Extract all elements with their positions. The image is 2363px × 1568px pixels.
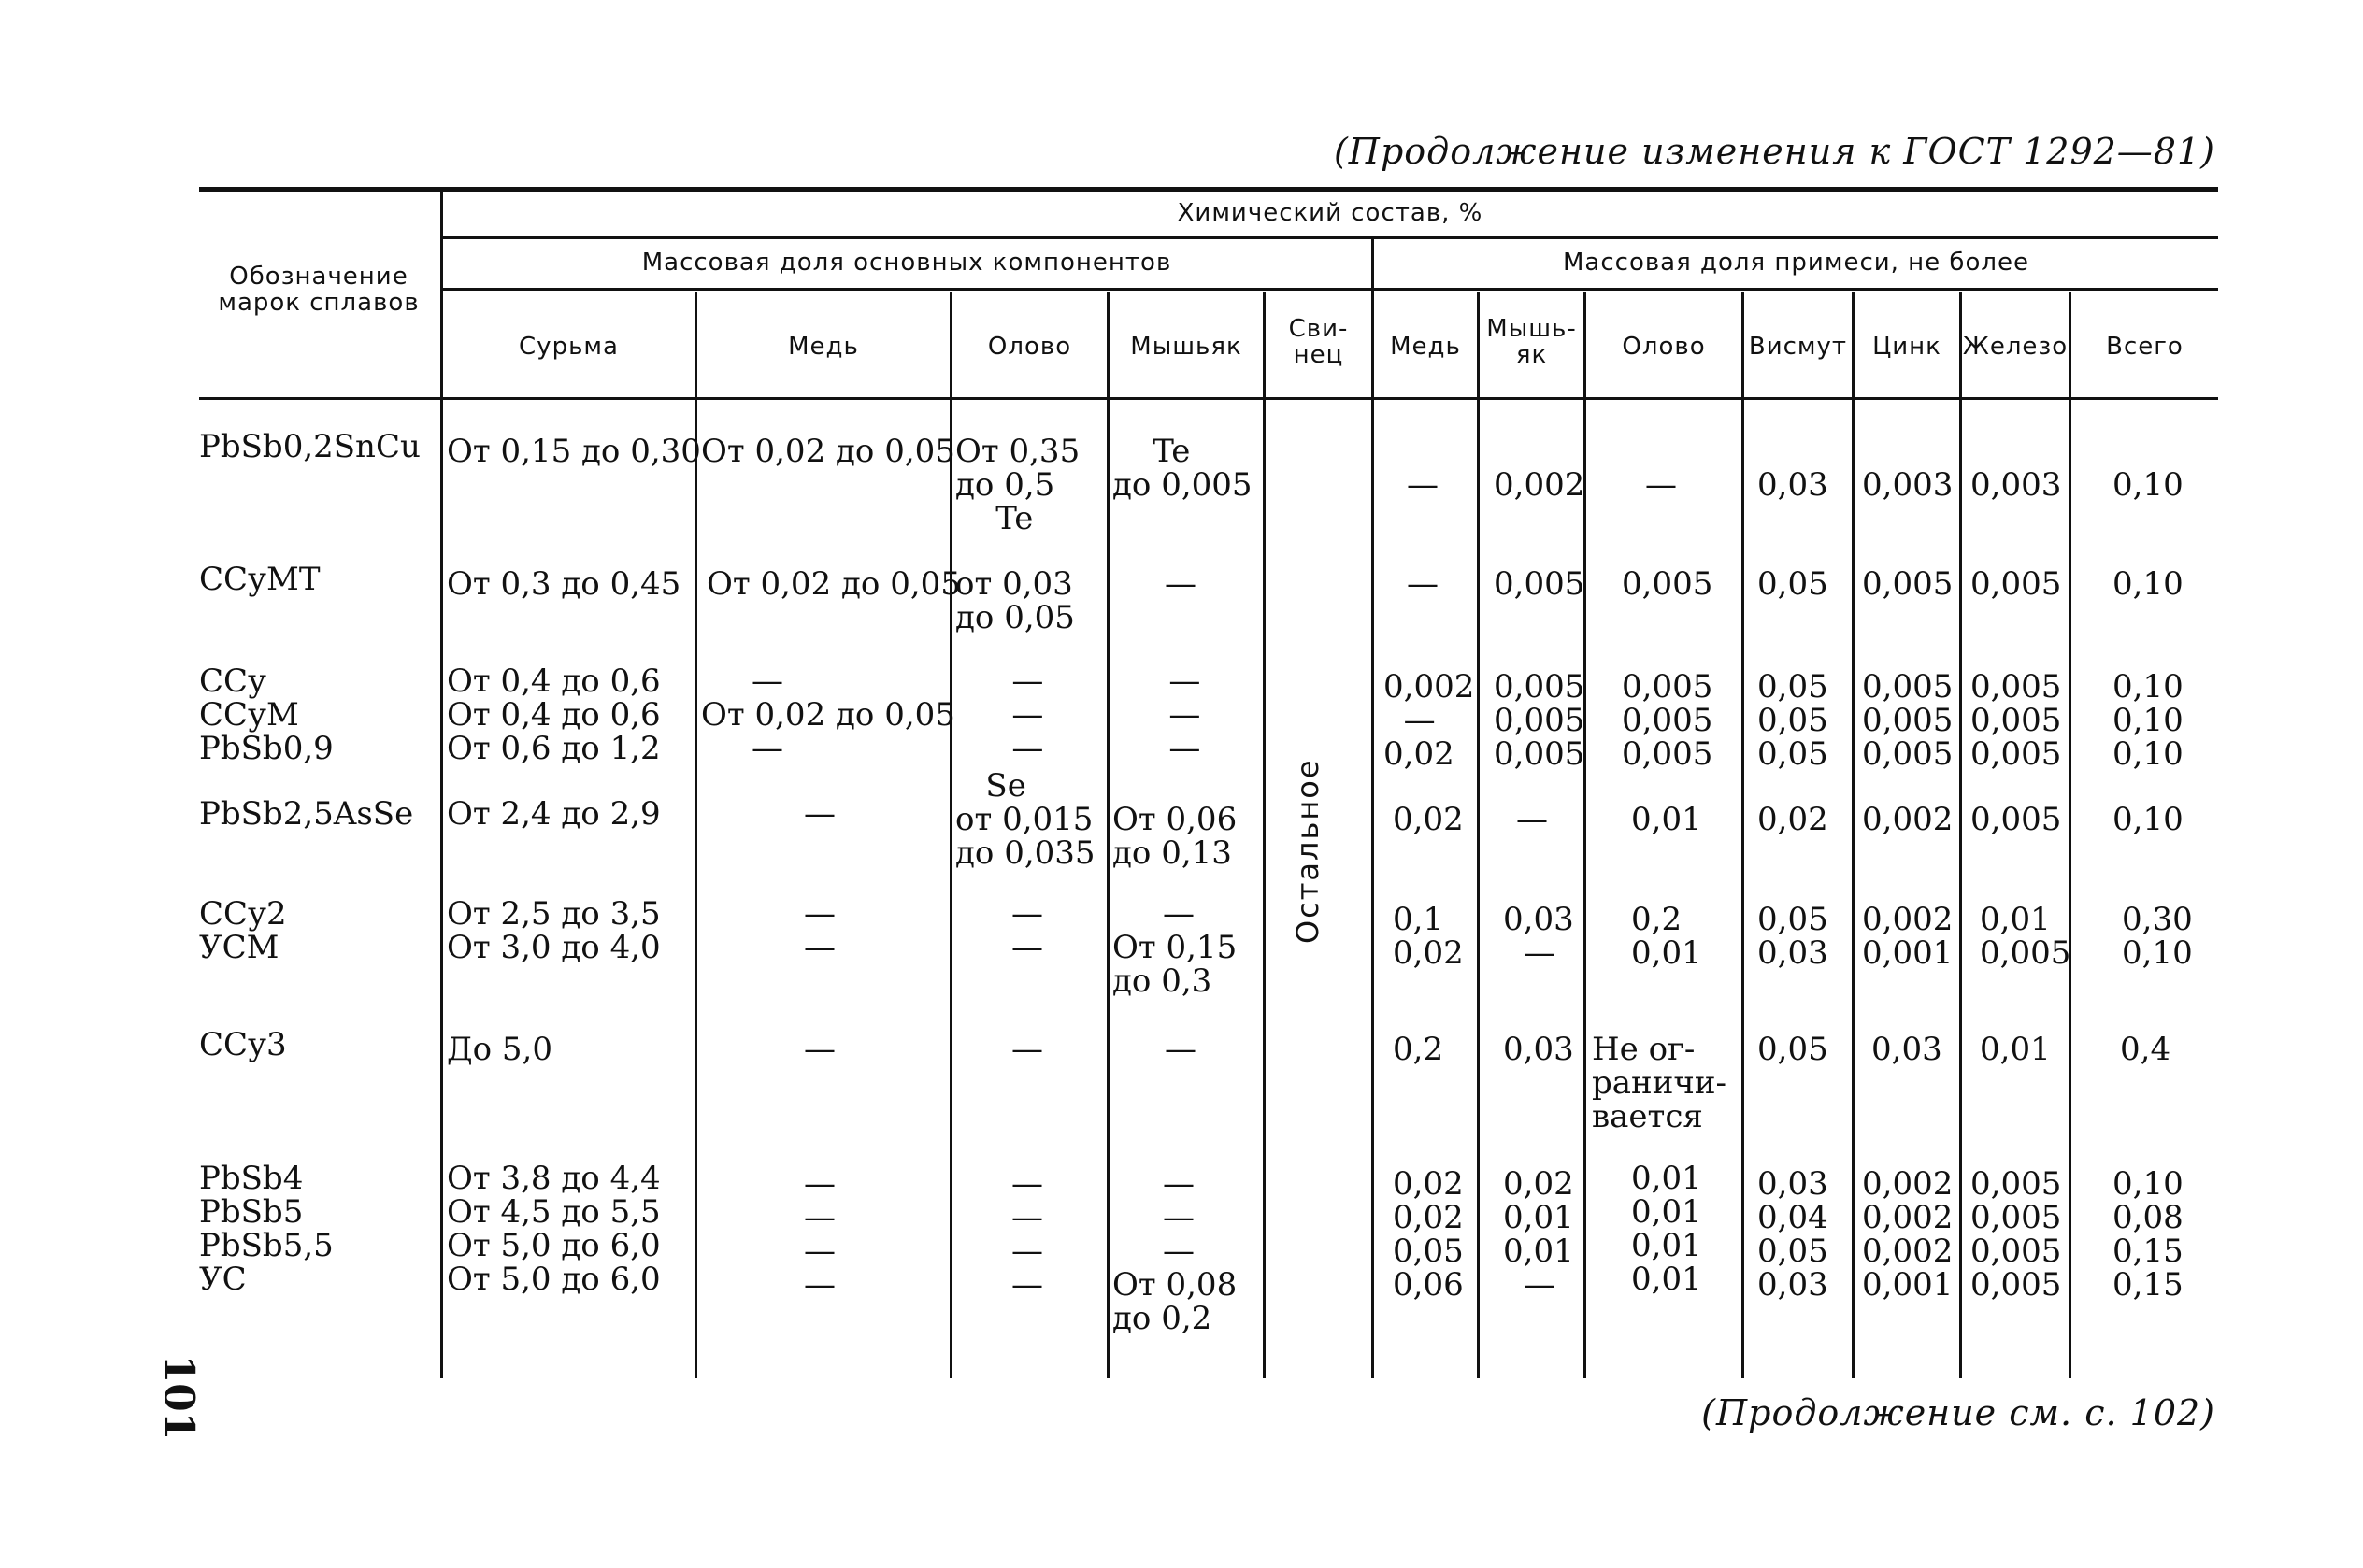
arsenic-cell: — xyxy=(1165,1031,1196,1068)
imp-arsenic-cell: 0,03 — xyxy=(1503,901,1574,972)
tin-cell: от 0,03 до 0,05 xyxy=(955,565,1075,636)
grade-cell: ССуМТ xyxy=(199,561,321,598)
imp-bismuth-cell: 0,03 0,04 0,05 0,03 xyxy=(1757,1165,1828,1304)
running-header: (Продолжение изменения к ГОСТ 1292—81) xyxy=(1333,131,2215,172)
tin-cell: — xyxy=(1011,1031,1043,1068)
imp-iron-cell: 0,005 0,005 0,005 0,005 xyxy=(1970,1165,2062,1304)
imp-iron-cell: 0,003 xyxy=(1970,466,2062,504)
tin-cell: — — — xyxy=(1011,663,1044,767)
antimony-cell: От 2,4 до 2,9 xyxy=(447,795,661,833)
imp-total-cell: 0,10 0,10 0,10 xyxy=(2112,668,2184,773)
imp-total-cell: 0,10 0,08 0,15 0,15 xyxy=(2112,1165,2184,1304)
grade-cell: ССу ССуМ PbSb0,9 xyxy=(199,663,334,767)
col-divider xyxy=(1477,292,1480,1378)
imp-zinc-cell: 0,005 xyxy=(1862,565,1954,603)
imp-copper-cell: 0,02 xyxy=(1393,801,1464,838)
imp-arsenic-cell: 0,005 xyxy=(1494,565,1585,603)
col-divider xyxy=(1852,292,1855,1378)
antimony-cell: От 0,3 до 0,45 xyxy=(447,565,681,603)
imp-iron-cell: 0,005 xyxy=(1970,801,2062,838)
col-header-imp-arsenic: Мышь- як xyxy=(1486,315,1577,369)
imp-copper-cell: 0,002 — 0,02 xyxy=(1383,668,1475,773)
col-header-antimony: Сурьма xyxy=(519,333,619,361)
tin-cell: — — — — xyxy=(1011,1165,1043,1304)
antimony-cell: До 5,0 xyxy=(447,1031,552,1068)
col-divider xyxy=(1107,292,1110,1378)
continuation-note: (Продолжение см. с. 102) xyxy=(1701,1392,2215,1433)
grade-cell: ССу2 УСМ xyxy=(199,895,287,966)
imp-zinc-cell: 0,002 0,002 0,002 0,001 xyxy=(1862,1165,1954,1304)
col-header-arsenic: Мышьяк xyxy=(1130,333,1242,361)
tin-cell: — — xyxy=(1011,895,1043,966)
arsenic-cell: — — — xyxy=(1168,663,1201,767)
imp-iron-cell: 0,01 0,005 xyxy=(1980,901,2071,972)
imp-tin-cell: — xyxy=(1645,466,1677,504)
imp-arsenic-cell: 0,02 0,01 0,01 — xyxy=(1503,1165,1574,1304)
col-header-chem: Химический состав, % xyxy=(1177,199,1483,227)
col-divider xyxy=(1741,292,1744,1378)
imp-tin-cell: 0,005 xyxy=(1622,565,1713,603)
imp-iron-cell: 0,005 0,005 0,005 xyxy=(1970,668,2062,773)
tin-cell: От 0,35 до 0,5 Te xyxy=(955,433,1081,537)
grade-cell: ССу3 xyxy=(199,1026,287,1063)
arsenic-cell: — — — От 0,08 до 0,2 xyxy=(1112,1165,1238,1337)
antimony-cell: От 0,15 до 0,30 xyxy=(447,433,701,470)
col-header-imp-iron: Железо xyxy=(1962,333,2069,361)
grade-cell: PbSb2,5AsSe xyxy=(199,795,414,833)
col-divider xyxy=(1583,292,1586,1378)
lead-balance-label: Остальное xyxy=(1290,758,1325,944)
imp-total-cell: 0,10 xyxy=(2112,466,2184,504)
arsenic-cell: — От 0,15 до 0,3 xyxy=(1112,895,1238,1000)
arsenic-cell: Te до 0,005 xyxy=(1112,433,1253,504)
imp-zinc-cell: 0,002 0,001 xyxy=(1862,901,1954,972)
imp-iron-cell: 0,01 xyxy=(1980,1031,2051,1068)
imp-bismuth-cell: 0,05 0,03 xyxy=(1757,901,1828,972)
copper-cell: — — — — xyxy=(804,1165,836,1304)
col-header-main-group: Массовая доля основных компонентов xyxy=(641,249,1172,277)
imp-arsenic-cell: 0,002 xyxy=(1494,466,1585,504)
imp-tin-cell: 0,01 0,01 0,01 0,01 xyxy=(1631,1160,1702,1298)
copper-cell: — — xyxy=(804,895,836,966)
col-header-copper: Медь xyxy=(788,333,859,361)
grade-cell: PbSb4 PbSb5 PbSb5,5 УС xyxy=(199,1160,334,1298)
arsenic-cell: От 0,06 до 0,13 xyxy=(1112,801,1238,872)
col-divider xyxy=(1959,292,1962,1378)
header-bottom-rule xyxy=(199,397,2218,400)
antimony-cell: От 0,4 до 0,6 От 0,4 до 0,6 От 0,6 до 1,2 xyxy=(447,663,661,767)
imp-copper-cell: 0,02 0,02 0,05 0,06 xyxy=(1393,1165,1464,1304)
col-divider xyxy=(2069,292,2071,1378)
col-header-impurity-group: Массовая доля примеси, не более xyxy=(1563,249,2029,277)
imp-zinc-cell: 0,005 0,005 0,005 xyxy=(1862,668,1954,773)
page-number: 101 xyxy=(154,1354,203,1441)
imp-tin-cell: Не ог- раничи- вается xyxy=(1592,1031,1726,1135)
copper-cell: От 0,02 до 0,05 xyxy=(707,565,961,603)
col-header-imp-copper: Медь xyxy=(1390,333,1461,361)
tin-cell: Se от 0,015 до 0,035 xyxy=(955,767,1096,872)
col-header-tin: Олово xyxy=(987,333,1072,361)
arsenic-cell: — xyxy=(1165,565,1196,603)
col-header-imp-tin: Олово xyxy=(1622,333,1706,361)
imp-zinc-cell: 0,003 xyxy=(1862,466,1954,504)
imp-tin-cell: 0,2 0,01 xyxy=(1631,901,1702,972)
imp-bismuth-cell: 0,02 xyxy=(1757,801,1828,838)
copper-cell: — От 0,02 до 0,05 — xyxy=(701,663,955,767)
imp-total-cell: 0,10 xyxy=(2112,565,2184,603)
table-top-rule xyxy=(199,187,2218,192)
imp-bismuth-cell: 0,05 0,05 0,05 xyxy=(1757,668,1828,773)
imp-bismuth-cell: 0,05 xyxy=(1757,1031,1828,1068)
imp-arsenic-cell: 0,005 0,005 0,005 xyxy=(1494,668,1585,773)
col-header-imp-bismuth: Висмут xyxy=(1748,333,1848,361)
copper-cell: — xyxy=(804,795,836,833)
imp-arsenic-cell: — xyxy=(1516,801,1548,838)
antimony-cell: От 3,8 до 4,4 От 4,5 до 5,5 От 5,0 до 6,0 От 5,0 до 6,0 xyxy=(447,1160,661,1298)
imp-bismuth-cell: 0,03 xyxy=(1757,466,1828,504)
col-divider xyxy=(440,192,443,1378)
col-header-designation: Обозначение марок сплавов xyxy=(218,263,420,317)
col-divider xyxy=(1371,239,1374,1378)
rule-group xyxy=(442,288,2218,291)
imp-arsenic-cell: 0,03 xyxy=(1503,1031,1574,1068)
rule-chem xyxy=(442,236,2218,239)
imp-copper-cell: — xyxy=(1407,565,1439,603)
imp-copper-cell: — xyxy=(1407,466,1439,504)
imp-tin-cell: 0,01 xyxy=(1631,801,1702,838)
col-divider xyxy=(1263,292,1266,1378)
copper-cell: От 0,02 до 0,05 xyxy=(701,433,955,470)
grade-cell: PbSb0,2SnCu xyxy=(199,428,421,465)
imp-total-cell: 0,10 xyxy=(2112,801,2184,838)
imp-zinc-cell: 0,03 xyxy=(1871,1031,1942,1068)
imp-tin-cell: 0,005 0,005 0,005 xyxy=(1622,668,1713,773)
col-header-imp-zinc: Цинк xyxy=(1872,333,1941,361)
copper-cell: — xyxy=(804,1031,836,1068)
imp-iron-cell: 0,005 xyxy=(1970,565,2062,603)
antimony-cell: От 2,5 до 3,5 От 3,0 до 4,0 xyxy=(447,895,661,966)
imp-copper-cell: 0,2 xyxy=(1393,1031,1444,1068)
col-header-lead: Сви- нец xyxy=(1288,315,1349,369)
imp-bismuth-cell: 0,05 xyxy=(1757,565,1828,603)
imp-zinc-cell: 0,002 xyxy=(1862,801,1954,838)
imp-total-cell: 0,30 0,10 xyxy=(2122,901,2193,972)
col-header-imp-total: Всего xyxy=(2106,333,2184,361)
imp-total-cell: 0,4 xyxy=(2120,1031,2171,1068)
imp-copper-cell: 0,1 0,02 xyxy=(1393,901,1464,972)
